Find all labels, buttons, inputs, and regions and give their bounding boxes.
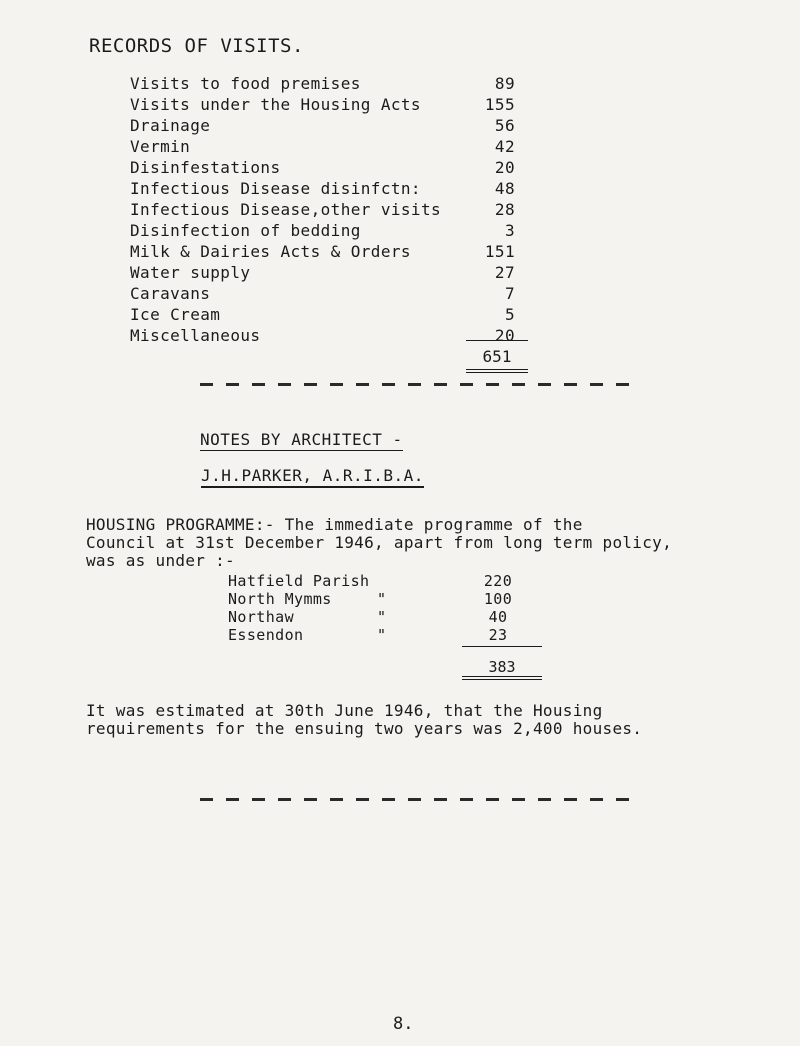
visits-label: Caravans bbox=[130, 284, 211, 303]
parish-label: Essendon bbox=[228, 626, 304, 644]
visits-value: 20 bbox=[494, 158, 515, 177]
housing-line-1-text: The immediate programme of the bbox=[274, 515, 583, 534]
visits-row bbox=[130, 283, 550, 304]
visits-value: 56 bbox=[494, 116, 515, 135]
ditto-mark: " bbox=[377, 590, 387, 608]
visits-label: Milk & Dairies Acts & Orders bbox=[130, 242, 411, 261]
dashed-divider bbox=[200, 383, 630, 386]
parish-label: North Mymms bbox=[228, 590, 332, 608]
visits-label: Visits to food premises bbox=[130, 74, 361, 93]
visits-row bbox=[130, 325, 550, 346]
visits-label: Vermin bbox=[130, 137, 191, 156]
visits-row bbox=[130, 94, 550, 115]
parish-row bbox=[228, 590, 548, 608]
visits-row bbox=[130, 136, 550, 157]
parish-row bbox=[228, 572, 548, 590]
page-number: 8. bbox=[393, 1014, 414, 1034]
visits-row bbox=[130, 115, 550, 136]
visits-total-rule bbox=[466, 340, 528, 341]
visits-label: Disinfestations bbox=[130, 158, 281, 177]
visits-label: Infectious Disease,other visits bbox=[130, 200, 442, 219]
visits-value: 7 bbox=[504, 284, 515, 303]
ditto-mark: " bbox=[377, 608, 387, 626]
housing-paragraph-line-3: was as under :- bbox=[86, 551, 235, 570]
visits-value: 89 bbox=[494, 74, 515, 93]
visits-label: Water supply bbox=[130, 263, 251, 282]
visits-value: 155 bbox=[484, 95, 515, 114]
visits-label: Miscellaneous bbox=[130, 326, 261, 345]
dashed-divider bbox=[200, 798, 630, 801]
parish-row bbox=[228, 626, 548, 644]
parish-value: 220 bbox=[483, 572, 513, 590]
visits-total-double-rule bbox=[466, 369, 528, 373]
parish-total-rule bbox=[462, 646, 542, 647]
housing-paragraph-line-1 bbox=[86, 516, 786, 534]
visits-row bbox=[130, 241, 550, 262]
visits-row bbox=[130, 220, 550, 241]
parish-label: Northaw bbox=[228, 608, 295, 626]
visits-value: 28 bbox=[494, 200, 515, 219]
parish-value: 100 bbox=[483, 590, 513, 608]
parish-total-double-rule bbox=[462, 676, 542, 680]
visits-value: 48 bbox=[494, 179, 515, 198]
architect-name: J.H.PARKER, A.R.I.B.A. bbox=[201, 466, 424, 488]
visits-value: 3 bbox=[504, 221, 515, 240]
visits-table bbox=[130, 73, 550, 346]
estimate-line-1: It was estimated at 30th June 1946, that the Housing bbox=[86, 701, 603, 720]
visits-row bbox=[130, 199, 550, 220]
parish-value: 23 bbox=[488, 626, 508, 644]
visits-value: 20 bbox=[494, 326, 515, 345]
visits-value: 151 bbox=[484, 242, 515, 261]
visits-value: 5 bbox=[504, 305, 515, 324]
parish-total: 383 bbox=[488, 658, 516, 676]
visits-row bbox=[130, 304, 550, 325]
visits-row bbox=[130, 157, 550, 178]
housing-programme-label: HOUSING PROGRAMME:- bbox=[86, 515, 275, 534]
visits-label: Disinfection of bedding bbox=[130, 221, 361, 240]
estimate-line-2: requirements for the ensuing two years was 2,400 houses. bbox=[86, 719, 643, 738]
visits-label: Ice Cream bbox=[130, 305, 221, 324]
parish-table bbox=[228, 572, 548, 644]
visits-value: 27 bbox=[494, 263, 515, 282]
parish-value: 40 bbox=[488, 608, 508, 626]
visits-row bbox=[130, 262, 550, 283]
notes-title: NOTES BY ARCHITECT - bbox=[200, 430, 403, 449]
visits-label: Infectious Disease disinfctn: bbox=[130, 179, 421, 198]
visits-row bbox=[130, 73, 550, 94]
housing-paragraph-line-2: Council at 31st December 1946, apart from long term policy, bbox=[86, 533, 673, 552]
visits-total: 651 bbox=[482, 347, 512, 366]
visits-label: Drainage bbox=[130, 116, 211, 135]
parish-label: Hatfield Parish bbox=[228, 572, 370, 590]
page-heading: RECORDS OF VISITS. bbox=[89, 35, 304, 57]
visits-value: 42 bbox=[494, 137, 515, 156]
visits-label: Visits under the Housing Acts bbox=[130, 95, 421, 114]
visits-row bbox=[130, 178, 550, 199]
parish-row bbox=[228, 608, 548, 626]
ditto-mark: " bbox=[377, 626, 387, 644]
